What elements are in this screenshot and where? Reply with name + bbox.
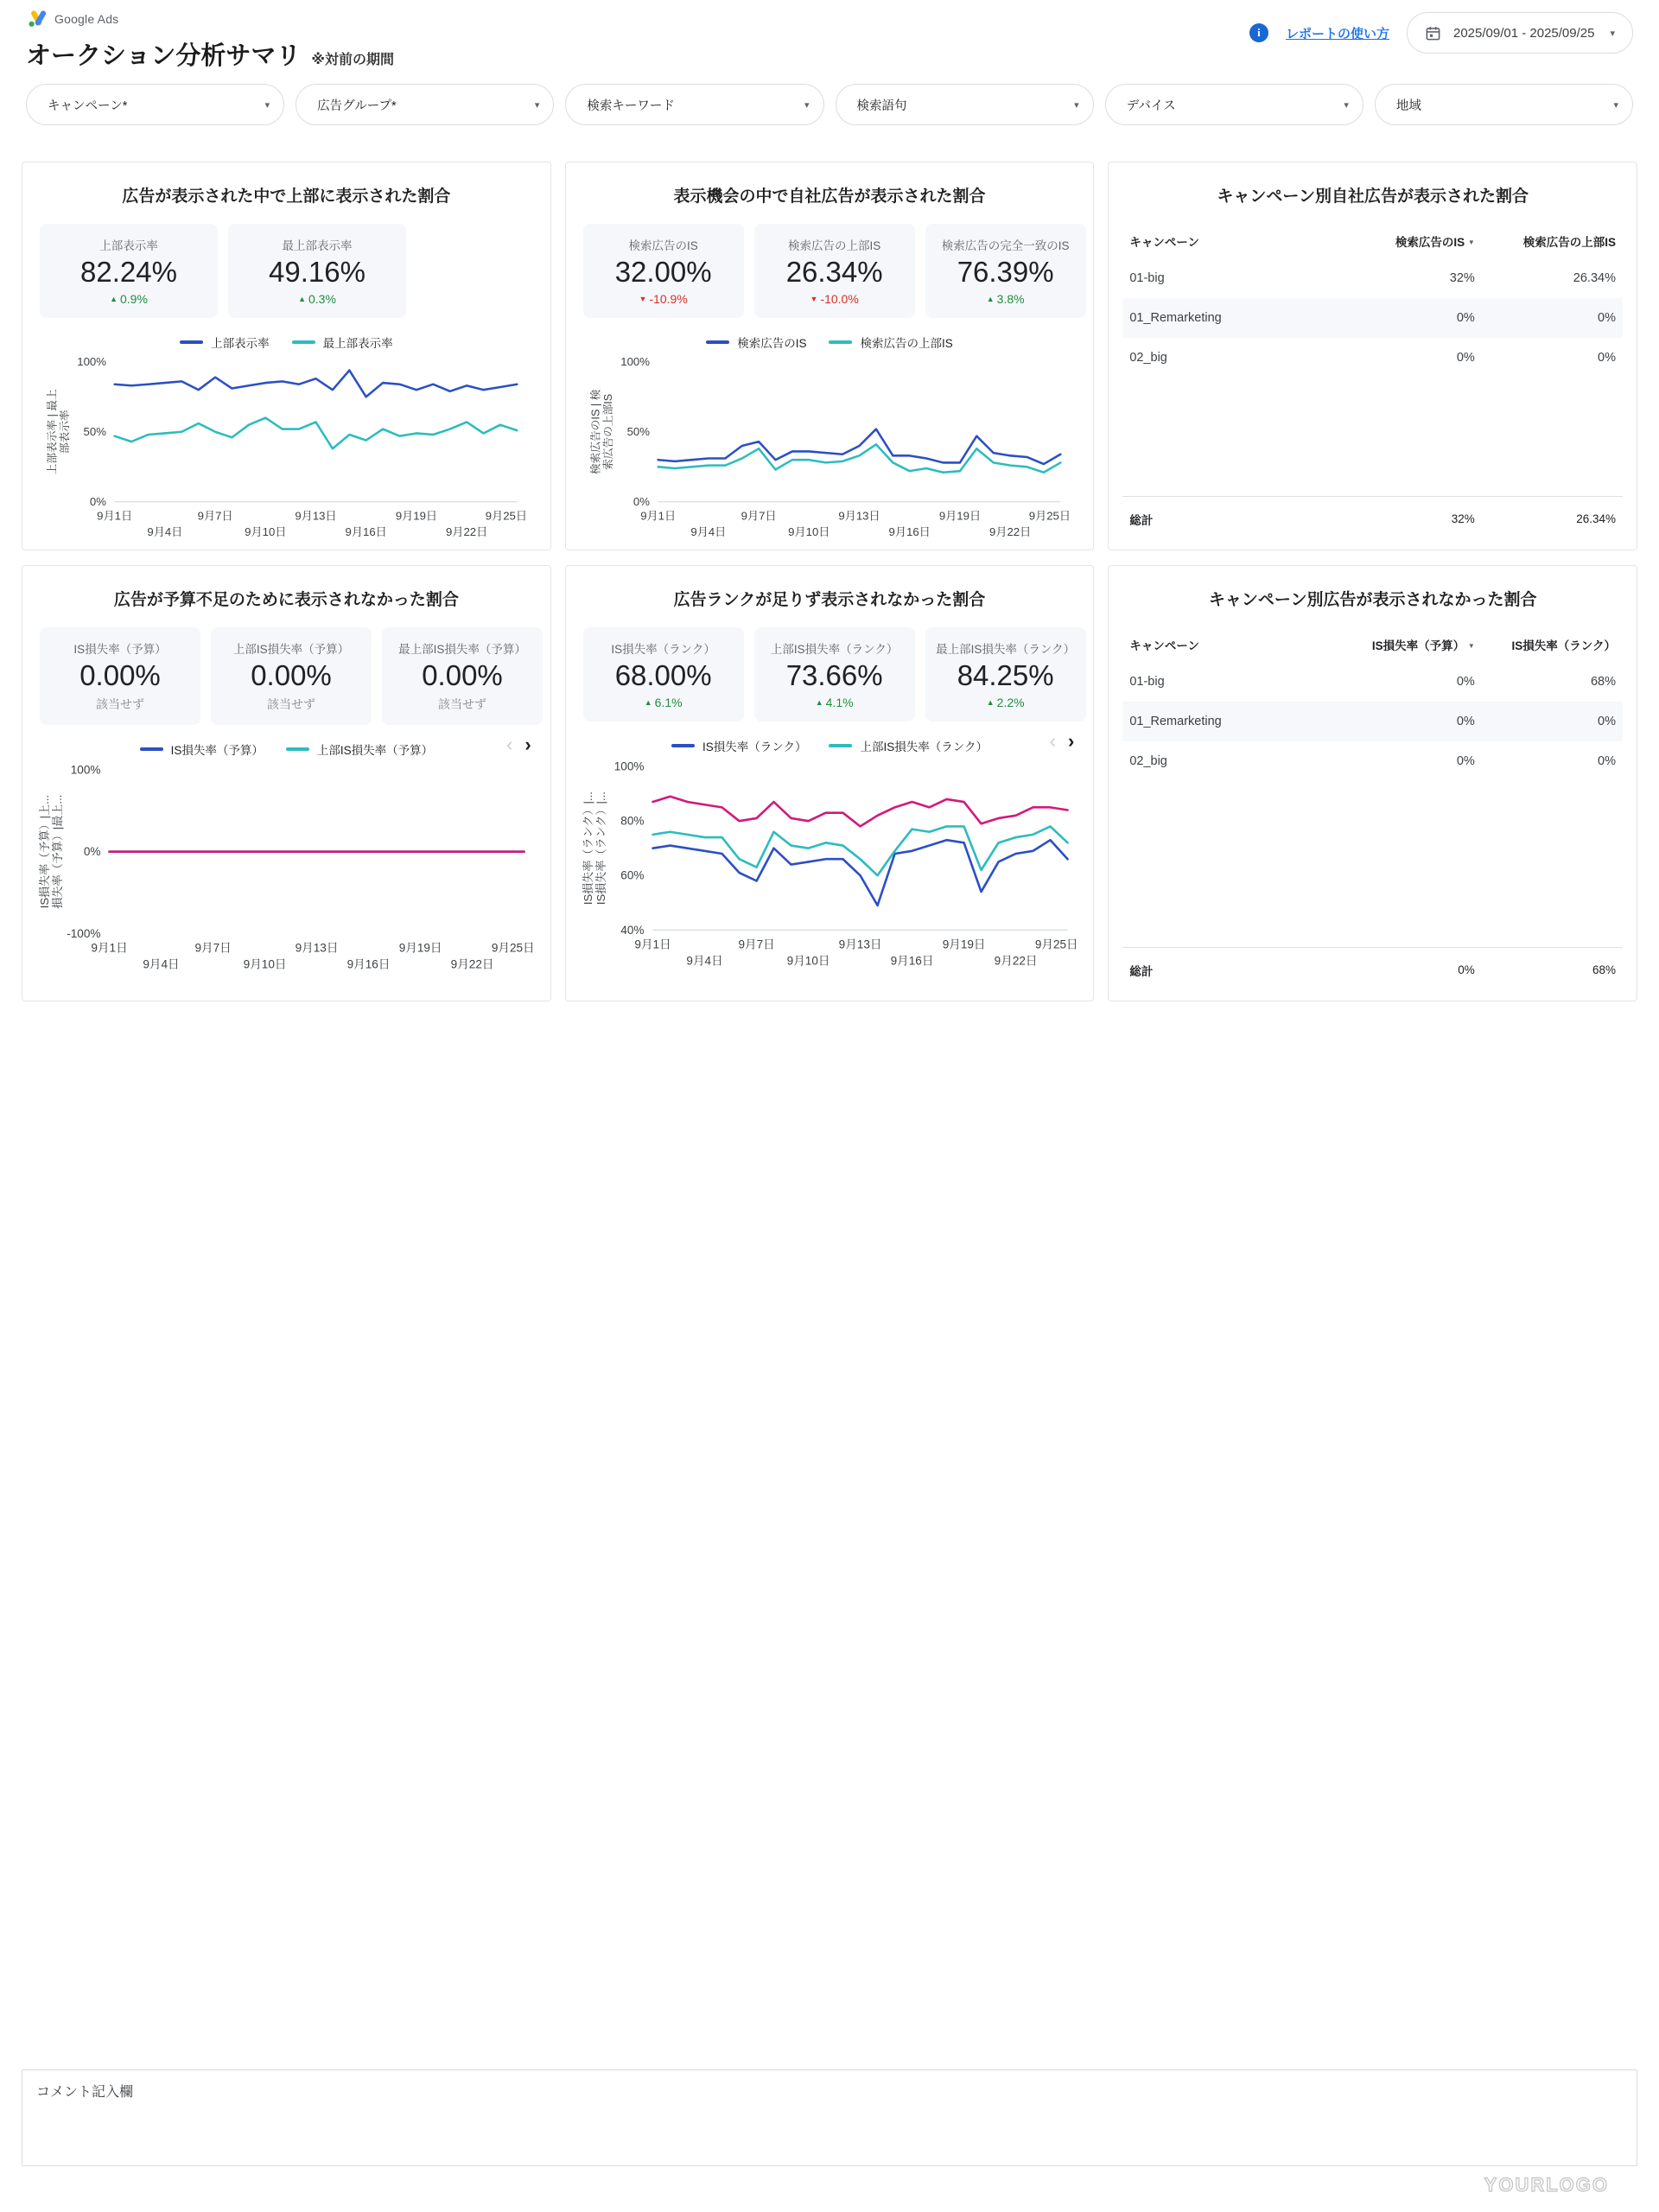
comment-label: コメント記入欄 [36,2085,134,2100]
chart-legend [580,730,1080,756]
svg-text:9月19日: 9月19日 [398,941,442,955]
legend-prev-icon[interactable]: ‹ [506,734,513,755]
legend-next-icon[interactable]: › [1068,730,1075,752]
legend-item [829,334,952,351]
scorecard-delta: ▲ 0.9% [110,292,148,306]
scorecard-label: 検索広告のIS [628,239,698,252]
panel-title: 広告が表示された中で上部に表示された割合 [122,188,451,206]
svg-text:9月7日: 9月7日 [197,509,233,523]
svg-text:9月16日: 9月16日 [345,525,387,539]
legend-marker [292,340,315,344]
column-header: キャンペーン [1129,639,1200,652]
table-cell: 0% [1456,311,1475,325]
scorecard-label: 上部IS損失率（ランク） [770,643,899,656]
svg-text:9月10日: 9月10日 [245,525,287,539]
scorecard-delta: ▲ 6.1% [644,696,683,709]
legend-next-icon[interactable]: › [524,734,531,755]
scorecard-value: 0.00% [79,659,161,691]
chart-legend [36,332,537,352]
svg-text:検索広告のIS | 検索広告の上部IS: 検索広告のIS | 検索広告の上部IS [588,389,614,475]
table-cell: 0% [1598,311,1616,325]
legend-item [706,334,806,351]
table-cell: 0% [1598,754,1616,768]
panel-top-impression-share [22,162,551,550]
table-cell: 0% [1456,715,1475,728]
filter-1[interactable] [26,84,284,125]
table-row [1122,338,1623,378]
filter-label: 広告グループ* [317,99,397,113]
svg-text:50%: 50% [626,425,650,439]
scorecard [583,224,744,318]
chevron-down-icon: ▾ [1074,99,1079,111]
svg-text:9月10日: 9月10日 [787,525,830,539]
table-cell: 68% [1590,675,1616,689]
sort-desc-icon: ▼ [1467,238,1475,246]
svg-text:9月19日: 9月19日 [395,509,438,523]
chevron-down-icon: ▾ [264,99,270,111]
date-range-picker[interactable] [1407,12,1633,54]
legend-label: 上部表示率 [211,336,270,350]
legend-item [829,737,988,754]
comment-input[interactable] [22,2069,1637,2166]
table-total-row [1122,496,1623,541]
svg-text:0%: 0% [89,495,106,509]
brand-text: Google Ads [54,12,119,26]
panel-grid [22,162,1637,1001]
svg-text:9月25日: 9月25日 [1034,938,1078,951]
scorecard-delta: ▲ 0.3% [298,292,336,306]
arrow-up-icon: ▲ [815,698,823,707]
table-row [1122,741,1623,781]
arrow-down-icon: ▼ [639,295,647,303]
page-subtitle: ※対前の期間 [311,53,394,67]
legend-marker [180,340,203,344]
table-cell: 0% [1456,675,1475,689]
legend-pagination [506,735,531,754]
table-cell: 0% [1456,754,1475,768]
table-cell: 26.34% [1573,271,1616,285]
svg-text:9月13日: 9月13日 [295,941,339,955]
scorecard-value: 68.00% [614,659,712,691]
table-row [1122,662,1623,702]
legend-prev-icon[interactable]: ‹ [1049,730,1056,752]
chart-legend [580,332,1080,352]
watermark-logo: YOURLOGO [1484,2174,1609,2196]
panel-campaign-impression-table [1108,162,1637,550]
panel-impression-share [565,162,1095,550]
table-row [1122,258,1623,298]
info-icon[interactable]: i [1249,23,1268,42]
svg-text:9月16日: 9月16日 [346,957,391,971]
svg-text:9月16日: 9月16日 [890,954,934,968]
legend-label: 上部IS損失率（ランク） [860,741,988,753]
scorecard-label: 上部IS損失率（予算） [232,643,350,656]
filter-6[interactable] [1375,84,1633,125]
scorecard [925,224,1086,318]
scorecard-value: 76.39% [957,256,1054,288]
line-chart-impression-share [580,353,1080,541]
scorecard-label: 上部表示率 [99,239,158,252]
help-link[interactable]: レポートの使い方 [1285,26,1389,41]
table-cell: 01_Remarketing [1129,311,1222,325]
svg-text:100%: 100% [77,355,106,369]
table-total-cell: 32% [1451,512,1475,525]
filter-label: 地域 [1395,99,1421,113]
legend-label: 最上部表示率 [322,336,393,350]
scorecard-delta: ▲ 4.1% [815,696,854,709]
table-body [1122,258,1623,378]
chevron-down-icon: ▾ [534,99,540,111]
scorecard [754,627,915,721]
report-header [0,0,1659,72]
filter-4[interactable] [836,84,1094,125]
svg-text:9月1日: 9月1日 [97,509,133,523]
legend-label: 上部IS損失率（予算） [316,744,434,757]
campaign-impression-table [1122,224,1623,541]
chevron-down-icon: ▾ [1344,99,1349,111]
scorecard [382,627,543,725]
panel-campaign-lost-table [1108,565,1637,1001]
scorecard [228,224,406,318]
svg-text:9月1日: 9月1日 [639,509,676,523]
chevron-down-icon: ▾ [1613,99,1619,111]
arrow-up-icon: ▲ [644,698,652,707]
arrow-up-icon: ▲ [986,698,995,707]
svg-text:9月16日: 9月16日 [888,525,931,539]
scorecard [40,224,218,318]
column-header[interactable]: 検索広告のIS ▼ [1395,236,1475,249]
column-header[interactable]: IS損失率（予算） ▼ [1371,639,1475,652]
filter-label: デバイス [1126,99,1176,113]
chart-legend [36,734,537,760]
arrow-up-icon: ▲ [986,295,995,303]
table-total-cell: 総計 [1129,513,1154,527]
svg-text:0%: 0% [632,495,650,509]
filter-3[interactable] [565,84,823,125]
table-row [1122,702,1623,741]
scorecard-delta: 該当せず [438,697,486,711]
legend-marker [829,340,852,344]
table-header-row [1122,627,1623,662]
scorecard-label: 検索広告の上部IS [788,239,881,252]
table-cell: 01_Remarketing [1129,715,1222,728]
scorecard-label: IS損失率（ランク） [611,643,715,656]
table-row [1122,298,1623,338]
scorecard-value: 73.66% [785,659,883,691]
google-ads-logo-icon [26,9,48,29]
legend-item [292,334,393,351]
line-chart-top-impression [36,353,537,541]
legend-marker [140,747,163,751]
svg-text:80%: 80% [620,814,645,828]
table-cell: 0% [1598,715,1616,728]
svg-text:100%: 100% [613,760,645,773]
svg-text:9月1日: 9月1日 [91,941,128,955]
svg-text:9月22日: 9月22日 [450,957,494,971]
svg-text:9月10日: 9月10日 [243,957,287,971]
svg-text:100%: 100% [70,763,101,777]
filter-label: 検索キーワード [587,99,675,113]
panel-budget-lost [22,565,551,1001]
table-header-row [1122,224,1623,258]
svg-text:60%: 60% [620,868,645,882]
svg-text:9月7日: 9月7日 [194,941,232,955]
table-cell: 02_big [1129,351,1167,365]
panel-title: 広告が予算不足のために表示されなかった割合 [113,591,459,609]
scorecard [583,627,744,721]
filter-label: 検索語句 [856,99,907,113]
svg-text:9月10日: 9月10日 [786,954,830,968]
panel-title: 広告ランクが足りず表示されなかった割合 [673,591,986,609]
scorecard [40,627,200,725]
scorecard-value: 49.16% [269,256,365,288]
scorecard [211,627,372,725]
table-total-cell: 総計 [1129,964,1154,978]
scorecard-label: 最上部IS損失率（予算） [398,643,526,656]
table-cell: 0% [1598,351,1616,365]
legend-marker [286,747,309,751]
svg-text:9月13日: 9月13日 [838,509,880,523]
scorecard-label: IS損失率（予算） [73,643,167,656]
column-header[interactable]: 検索広告の上部IS [1522,236,1616,249]
scorecard-delta: 該当せず [267,697,315,711]
scorecard-delta: ▲ 2.2% [986,696,1025,709]
svg-text:9月22日: 9月22日 [988,525,1031,539]
campaign-lost-table [1122,627,1623,992]
svg-text:9月1日: 9月1日 [634,938,671,951]
legend-item [140,741,264,758]
scorecard-value: 84.25% [957,659,1054,691]
scorecard-value: 0.00% [422,659,503,691]
arrow-up-icon: ▲ [110,295,118,303]
scorecard-label: 最上部IS損失率（ランク） [936,643,1076,656]
filter-2[interactable] [296,84,554,125]
scorecard-label: 最上部表示率 [282,239,353,252]
filter-bar [26,84,1633,125]
panel-title: キャンペーン別広告が表示されなかった割合 [1208,591,1537,609]
legend-label: IS損失率（ランク） [702,741,807,753]
table-total-row [1122,947,1623,992]
svg-text:9月25日: 9月25日 [491,941,535,955]
scorecard-value: 32.00% [614,256,712,288]
table-body [1122,662,1623,781]
svg-text:9月13日: 9月13日 [295,509,337,523]
chevron-down-icon: ▾ [1610,28,1615,39]
svg-text:9月4日: 9月4日 [143,957,180,971]
table-cell: 01-big [1129,675,1165,689]
svg-text:9月4日: 9月4日 [147,525,183,539]
arrow-down-icon: ▼ [810,295,818,303]
svg-text:9月7日: 9月7日 [738,938,775,951]
scorecard-delta: ▲ 3.8% [986,292,1025,306]
line-chart-rank-lost [580,758,1080,970]
legend-label: IS損失率（予算） [170,744,264,757]
scorecard-delta: 該当せず [96,697,144,711]
svg-text:9月22日: 9月22日 [446,525,488,539]
svg-text:40%: 40% [620,923,645,937]
legend-marker [671,744,695,747]
svg-text:IS損失率（ランク）|...IS損失率（ランク）|...: IS損失率（ランク）|...IS損失率（ランク）|... [581,791,607,906]
svg-text:9月22日: 9月22日 [994,954,1038,968]
filter-5[interactable] [1105,84,1363,125]
svg-text:9月19日: 9月19日 [938,509,981,523]
arrow-up-icon: ▲ [298,295,306,303]
svg-text:0%: 0% [83,845,101,859]
legend-marker [829,744,852,747]
table-total-cell: 0% [1458,963,1475,976]
column-header: キャンペーン [1129,236,1200,249]
scorecard-delta: ▼ -10.9% [639,292,688,306]
legend-item [180,334,270,351]
table-cell: 32% [1449,271,1475,285]
scorecard [925,627,1086,721]
svg-text:50%: 50% [83,425,106,439]
scorecard-delta: ▼ -10.0% [810,292,859,306]
table-cell: 0% [1456,351,1475,365]
filter-label: キャンペーン* [48,99,128,113]
legend-pagination [1050,732,1075,751]
table-cell: 01-big [1129,271,1165,285]
table-cell: 02_big [1129,754,1167,768]
table-total-cell: 68% [1592,963,1616,976]
page-title: オークション分析サマリ [26,42,302,70]
sort-desc-icon: ▼ [1467,642,1475,650]
svg-text:9月7日: 9月7日 [741,509,777,523]
svg-text:-100%: -100% [67,926,101,940]
date-range-value: 2025/09/01 - 2025/09/25 [1452,25,1595,41]
chevron-down-icon: ▾ [804,99,810,111]
svg-text:100%: 100% [620,355,650,369]
scorecard-value: 26.34% [785,256,883,288]
column-header[interactable]: IS損失率（ランク） [1511,639,1616,652]
svg-text:9月25日: 9月25日 [1028,509,1071,523]
line-chart-budget-lost [36,761,537,974]
scorecard-value: 0.00% [251,659,332,691]
legend-item [671,737,807,754]
scorecard-value: 82.24% [80,256,177,288]
svg-text:9月4日: 9月4日 [690,525,726,539]
scorecard [754,224,915,318]
table-total-cell: 26.34% [1576,512,1616,525]
svg-text:9月19日: 9月19日 [942,938,986,951]
svg-text:上部表示率 | 最上部表示率: 上部表示率 | 最上部表示率 [46,389,71,475]
panel-title: キャンペーン別自社広告が表示された割合 [1217,188,1529,206]
calendar-icon [1425,25,1441,41]
legend-label: 検索広告の上部IS [860,336,953,350]
legend-item [286,741,433,758]
legend-marker [706,340,729,344]
svg-text:IS損失率（予算）|上...損失率（予算）|最上...: IS損失率（予算）|上...損失率（予算）|最上... [38,794,65,909]
svg-text:9月4日: 9月4日 [686,954,723,968]
svg-text:9月25日: 9月25日 [485,509,528,523]
scorecard-label: 検索広告の完全一致のIS [941,239,1070,252]
panel-title: 表示機会の中で自社広告が表示された割合 [673,188,986,206]
legend-label: 検索広告のIS [737,336,807,350]
panel-rank-lost [565,565,1095,1001]
svg-text:9月13日: 9月13日 [838,938,882,951]
